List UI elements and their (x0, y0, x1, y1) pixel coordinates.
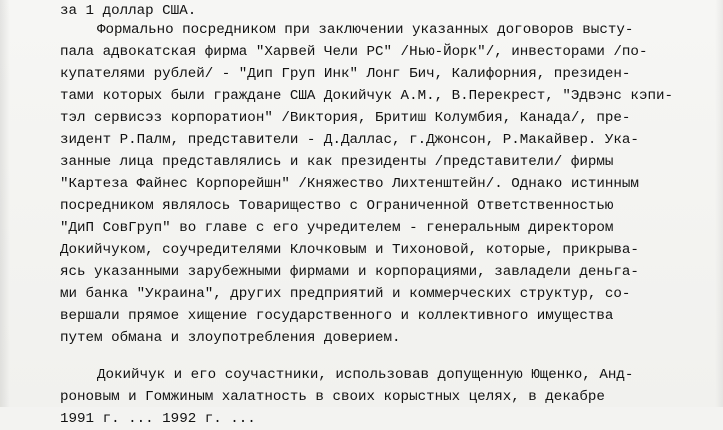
text-line: "Картеза Файнес Корпорейшн" /Княжество Лихтенштейн/. Однако истинным (60, 176, 639, 192)
text-line: зидент Р.Палм, представители - Д.Даллас, г.Джонсон, Р.Макайвер. Ука- (60, 132, 639, 148)
text-line: "ДиП СовГруп" во главе с его учредителем - генеральным директором (60, 220, 614, 236)
text-line: роновым и Гомжиным халатность в своих корыстных целях, в декабре (60, 389, 605, 405)
text-line: ми банка "Украина", других предприятий и коммерческих структур, со- (60, 286, 631, 302)
document-body (60, 3, 710, 430)
text-line: купателями рублей/ - "Дип Груп Инк" Лонг Бич, Калифорния, президен- (60, 66, 631, 82)
paragraph-gap (60, 349, 710, 364)
text-line: тами которых были граждане США Докийчук А.М., В.Перекрест, "Эдвэнс кэпи- (60, 88, 673, 104)
paragraph-first-line: Формально посредником при заключении указанных договоров высту- (97, 22, 634, 38)
text-line: посредником являлось Товарищество с Ограниченной Ответственностью (60, 198, 614, 214)
text-line: вершали прямое хищение государственного и коллективного имущества (60, 308, 614, 324)
text-line: ясь указанными зарубежными фирмами и корпорациями, завладели деньга- (60, 264, 639, 280)
text-line: пала адвокатская фирма "Харвей Чели РС" /Нью-Йорк"/, инвесторами /по- (60, 44, 648, 60)
paragraph-first-line: Докийчук и его соучастники, использовав допущенную Ющенко, Анд- (97, 367, 634, 383)
text-line: 1991 г. ... 1992 г. ... (60, 411, 256, 427)
text-line: за 1 доллар США. (60, 3, 197, 19)
text-line: занные лица представлялись и как президенты /представители/ фирмы (60, 154, 614, 170)
text-line: тэл сервисэз корпоратион" /Виктория, Бритиш Колумбия, Канада/, пре- (60, 110, 631, 126)
scan-edge-shadow (0, 0, 10, 407)
text-line: Докийчуком, соучредителями Клочковым и Тихоновой, которые, прикрыва- (60, 242, 639, 258)
text-line: путем обмана и злоупотребления доверием. (60, 330, 401, 346)
scan-edge-shadow-right (715, 0, 723, 407)
